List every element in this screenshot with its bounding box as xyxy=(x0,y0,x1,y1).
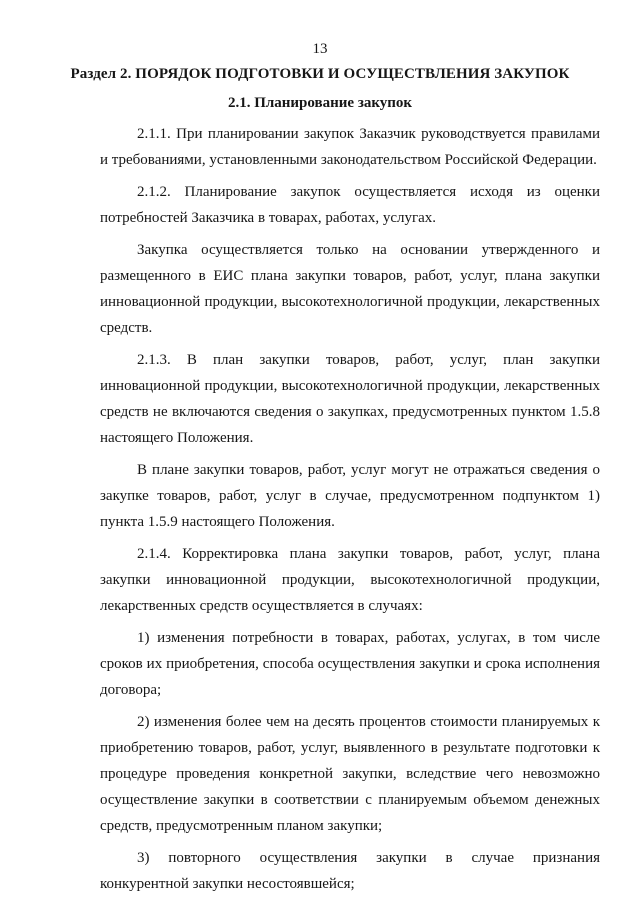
list-item-2: 2) изменения более чем на десять процентов стоимости планируемых к приобретению товаров, работ, услуг, выявленного в результате подготовки к процедуре проведения конкретной закупки, вследствие чего невозможно осуществление закупки в соответствии с планируемым объемом денежных средств, предусмотренным планом закупки; xyxy=(100,714,600,834)
subsection-title: 2.1. Планирование закупок xyxy=(227,95,413,111)
list-item-3: 3) повторного осуществления закупки в случае признания конкурентной закупки несостоявшейся; xyxy=(100,850,600,892)
paragraph-plan-approval: Закупка осуществляется только на основании утвержденного и размещенного в ЕИС плана закупки товаров, работ, услуг, плана закупки инновационной продукции, высокотехнологичной продукции, лекарственных средств. xyxy=(100,242,600,336)
page-number: 13 xyxy=(312,41,328,57)
paragraph-2-1-4: 2.1.4. Корректировка плана закупки товаров, работ, услуг, плана закупки инновационной продукции, высокотехнологичной продукции, лекарственных средств осуществляется в случаях: xyxy=(100,546,600,614)
section-title: Раздел 2. ПОРЯДОК ПОДГОТОВКИ И ОСУЩЕСТВЛЕНИЯ ЗАКУПОК xyxy=(70,66,570,82)
list-item-1: 1) изменения потребности в товарах, работах, услугах, в том числе сроков их приобретения, способа осуществления закупки и срока исполнения договора; xyxy=(100,630,600,698)
paragraph-2-1-1: 2.1.1. При планировании закупок Заказчик руководствуется правилами и требованиями, установленными законодательством Российской Федерации. xyxy=(100,126,600,168)
document-body xyxy=(100,121,600,903)
paragraph-2-1-3: 2.1.3. В план закупки товаров, работ, услуг, план закупки инновационной продукции, высокотехнологичной продукции, лекарственных средств не включаются сведения о закупках, предусмотренных пунктом 1.5.8 настоящего Положения. xyxy=(100,352,600,446)
paragraph-plan-exceptions: В плане закупки товаров, работ, услуг могут не отражаться сведения о закупке товаров, работ, услуг в случае, предусмотренном подпунктом 1) пункта 1.5.9 настоящего Положения. xyxy=(100,462,600,530)
paragraph-2-1-2: 2.1.2. Планирование закупок осуществляется исходя из оценки потребностей Заказчика в товарах, работах, услугах. xyxy=(100,184,600,226)
